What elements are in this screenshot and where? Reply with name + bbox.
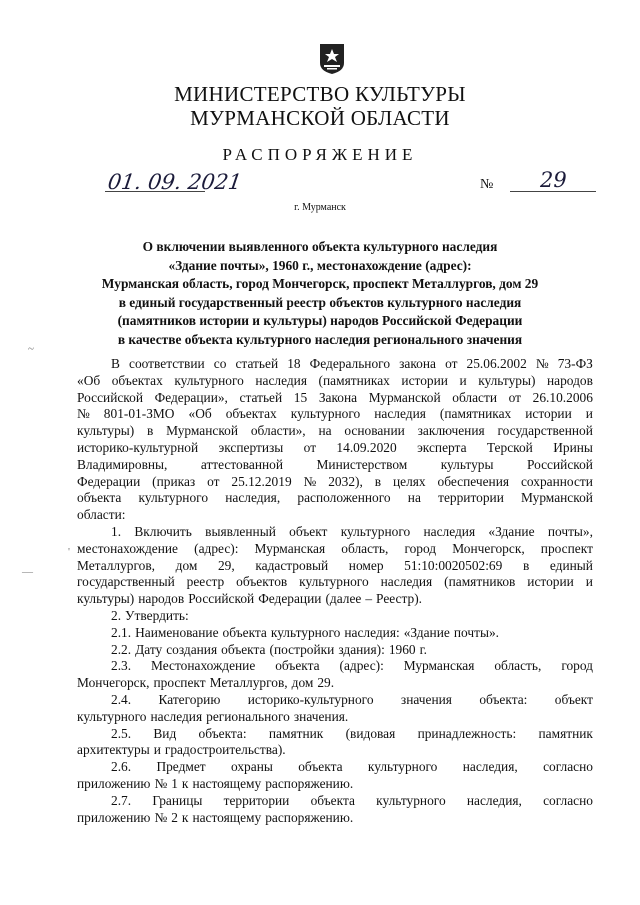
body-word: истории	[527, 574, 574, 590]
body-word: на	[318, 423, 332, 439]
body-word: №	[77, 406, 90, 422]
body-word: кадастровый	[255, 557, 329, 573]
body-word: культурного	[340, 523, 411, 539]
body-word: создания	[166, 641, 218, 657]
body-word: объекта	[221, 641, 266, 657]
body-word: выявленный	[205, 523, 276, 539]
body-word: 2.5.	[111, 725, 132, 741]
body-word: значения.	[293, 708, 349, 724]
body-line	[77, 608, 593, 625]
body-word: от	[303, 439, 317, 455]
body-word: (приказ	[152, 473, 196, 489]
body-word: наследия	[423, 523, 476, 539]
body-word: объекта	[310, 792, 355, 808]
body-word: государственной	[497, 423, 593, 439]
body-word: объекта	[222, 624, 267, 640]
body-word: историко-культурной	[77, 439, 199, 455]
body-word: Наименование	[135, 624, 219, 640]
body-word: Металлургов,	[209, 675, 288, 691]
body-line	[77, 742, 593, 759]
body-word: объектах	[111, 372, 163, 388]
body-word: Местонахождение	[151, 658, 256, 674]
body-word: объекта	[77, 490, 122, 506]
city-label: г. Мурманск	[294, 202, 346, 213]
body-word: 14.09.2020	[336, 439, 397, 455]
body-word: области:	[77, 507, 126, 523]
body-word: «Об	[77, 372, 101, 388]
body-line	[77, 591, 593, 608]
body-line	[77, 356, 593, 373]
body-word: статьей	[239, 389, 283, 405]
body-word: 2.2.	[111, 641, 132, 657]
body-word: Вид	[153, 725, 177, 741]
date-underline	[105, 191, 205, 192]
body-word: градостроительства).	[164, 742, 286, 758]
body-word: историко-культурного	[247, 691, 374, 707]
body-word: согласно	[543, 759, 593, 775]
body-word: к	[181, 809, 189, 825]
body-word: –	[365, 591, 373, 607]
body-word: Российской	[188, 591, 255, 607]
body-word: (постройки	[269, 641, 335, 657]
body-word: в	[522, 557, 530, 573]
body-word: памятник	[268, 725, 324, 741]
number-label: №	[480, 177, 494, 192]
body-word: народов	[546, 372, 593, 388]
body-word: распоряжению.	[265, 775, 354, 791]
body-word: основании	[344, 423, 405, 439]
body-word: 2.4.	[111, 691, 132, 707]
body-word: Мончегорск,	[77, 675, 150, 691]
body-line	[77, 692, 593, 709]
body-word: заключения	[417, 423, 485, 439]
body-word: 2.6.	[111, 759, 132, 775]
body-word: 2.1.	[111, 624, 132, 640]
body-word: область,	[494, 658, 542, 674]
body-word: культурного	[77, 708, 147, 724]
body-word: объекта	[298, 759, 343, 775]
body-word: регионального	[206, 708, 290, 724]
body-word: здания):	[338, 641, 385, 657]
heading-line: «Здание почты», 1960 г., местонахождение (адрес):	[168, 257, 472, 273]
body-word: на	[407, 490, 421, 506]
body-word: Категорию	[158, 691, 221, 707]
body-word: (адрес):	[194, 540, 239, 556]
body-word: Министерством	[316, 456, 408, 472]
heading-line: Мурманская область, город Мончегорск, проспект Металлургов, дом 29	[101, 276, 539, 291]
body-word: настоящему	[192, 809, 262, 825]
body-word: культурного	[299, 574, 369, 590]
body-word: и	[585, 574, 593, 590]
body-line	[77, 658, 593, 675]
ministry-name-line-1: МИНИСТЕРСТВО КУЛЬТУРЫ	[174, 82, 466, 106]
body-word: наследия	[374, 406, 426, 422]
body-word: Мончегорск,	[452, 540, 525, 556]
body-word: от	[508, 389, 522, 405]
order-heading	[0, 238, 640, 349]
body-word: Ирины	[553, 439, 593, 455]
heading-line: (памятников истории и культуры) народов Российской Федерации	[117, 313, 523, 328]
body-word: экспертизы	[218, 439, 284, 455]
body-line	[77, 625, 593, 642]
body-line	[77, 759, 593, 776]
body-word: проспект	[540, 540, 593, 556]
body-word: объекта:	[198, 725, 247, 741]
body-word: истории	[401, 372, 448, 388]
body-word: почты»,	[547, 523, 593, 539]
body-word: Российской	[526, 456, 593, 472]
body-word: закона	[399, 356, 436, 371]
body-word: эксперта	[417, 439, 467, 455]
body-word: №	[535, 356, 549, 371]
body-word: Федерального	[309, 356, 391, 371]
body-word: (памятников	[444, 574, 516, 590]
heading-line: в единый государственный реестр объектов культурного наследия	[118, 294, 522, 310]
body-word: Федерации	[258, 591, 322, 607]
body-word: (адрес):	[339, 658, 384, 674]
body-word: настоящему	[192, 775, 262, 791]
body-word: 18	[287, 356, 301, 371]
body-word: наследия	[150, 708, 203, 724]
body-word: наследия	[255, 372, 307, 388]
body-word: «Об	[188, 406, 212, 422]
body-word: №	[303, 473, 317, 489]
body-word: соответствии	[129, 356, 205, 371]
body-line	[77, 541, 593, 558]
body-word: Реестр).	[376, 591, 422, 607]
body-line	[77, 406, 593, 423]
heading-line: в качестве объекта культурного наследия регионального значения	[117, 331, 523, 347]
body-word: наследия,	[462, 759, 518, 775]
body-line	[77, 490, 593, 507]
body-word: культуры)	[77, 591, 135, 607]
body-word: объектов	[236, 574, 288, 590]
body-word: архитектуры	[77, 742, 150, 758]
body-word: объект	[554, 691, 593, 707]
body-word: дом	[291, 675, 314, 691]
body-word: Мурманская	[403, 658, 475, 674]
body-word: памятник	[538, 725, 593, 741]
body-word: 1.	[111, 523, 122, 539]
body-word: Мурманской	[521, 490, 593, 506]
body-word: дом	[175, 557, 198, 573]
body-word: В	[111, 356, 120, 371]
body-word: наследия,	[225, 490, 281, 506]
body-word: (далее	[325, 591, 362, 607]
body-word: культурного	[376, 792, 446, 808]
body-word: Включить	[134, 523, 192, 539]
body-word: (памятниках	[318, 372, 390, 388]
body-word: области	[452, 389, 498, 405]
number-underline	[510, 191, 596, 192]
body-word: 51:10:0020502:69	[404, 557, 503, 573]
body-line	[77, 776, 593, 793]
body-word: Предмет	[156, 759, 206, 775]
body-word: области»,	[250, 423, 306, 439]
body-word: культурного	[367, 759, 438, 775]
body-word: Мурманской	[368, 389, 441, 405]
body-line	[77, 709, 593, 726]
body-word: распоряжению.	[265, 809, 354, 825]
body-line	[77, 558, 593, 575]
body-word: 29.	[317, 675, 335, 691]
body-word: Закона	[318, 389, 358, 405]
body-word: 26.10.2006	[532, 389, 593, 405]
body-word: приложению	[77, 775, 151, 791]
body-word: Федерации»,	[154, 389, 228, 405]
body-word: объект	[289, 523, 328, 539]
body-word: культурного	[138, 490, 209, 506]
body-line	[77, 457, 593, 474]
body-word: к	[181, 775, 189, 791]
margin-mark: ~	[28, 343, 34, 355]
body-word: приложению	[77, 809, 151, 825]
body-word: 2.7.	[111, 792, 132, 808]
body-word: Терской	[486, 439, 533, 455]
body-word: Мурманская	[254, 540, 326, 556]
body-word: 801-01-ЗМО	[103, 406, 175, 422]
body-word: единый	[549, 557, 593, 573]
document-type-title: РАСПОРЯЖЕНИЕ	[222, 145, 418, 164]
body-word: 25.12.2019	[231, 473, 292, 489]
body-word: расположенного	[297, 490, 391, 506]
body-word: в	[147, 423, 154, 439]
body-word: Дату	[135, 641, 163, 657]
body-word: наследия	[380, 574, 433, 590]
body-line	[77, 423, 593, 440]
body-word: культуры	[440, 456, 494, 472]
body-word: культурного	[174, 372, 244, 388]
body-word: и	[459, 372, 467, 388]
body-word: Федерации	[77, 473, 141, 489]
body-word: Российской	[77, 389, 143, 405]
body-line	[77, 440, 593, 457]
body-word: Владимировны,	[77, 456, 168, 472]
body-word: истории	[525, 406, 572, 422]
ministry-name-line-2: МУРМАНСКОЙ ОБЛАСТИ	[190, 106, 450, 130]
body-word: охраны	[231, 759, 273, 775]
body-line	[77, 507, 593, 524]
body-word: в	[374, 473, 382, 489]
body-word: город	[561, 658, 593, 674]
body-word: Границы	[152, 792, 203, 808]
body-word: государственный	[77, 574, 175, 590]
body-word: (видовая	[345, 725, 396, 741]
body-word: аттестованной	[200, 456, 284, 472]
body-word: 2.3.	[111, 658, 132, 674]
body-word: №	[154, 809, 168, 825]
body-word: культурного	[270, 624, 341, 640]
heading-line: О включении выявленного объекта культурного наследия	[142, 239, 498, 254]
body-word: целях	[392, 473, 426, 489]
body-line	[77, 810, 593, 827]
body-word: реестр	[186, 574, 225, 590]
body-word: «Здание	[488, 523, 535, 539]
body-line	[77, 390, 593, 407]
body-word: обеспечения	[437, 473, 510, 489]
body-word: культуры)	[77, 423, 135, 439]
body-word: от	[207, 473, 220, 489]
body-word: культуры)	[478, 372, 536, 388]
body-word: г.	[419, 641, 427, 657]
body-word: культурного	[290, 406, 361, 422]
body-word: местонахождение	[77, 540, 179, 556]
body-word: и	[153, 742, 161, 758]
body-word: номер	[348, 557, 384, 573]
body-word: 25.06.2002	[466, 356, 527, 371]
body-word: область,	[341, 540, 389, 556]
coat-of-arms-icon	[319, 43, 345, 75]
body-word: объекта	[275, 658, 320, 674]
body-word: 29,	[217, 557, 235, 573]
body-word: согласно	[543, 792, 593, 808]
margin-mark: '	[68, 546, 70, 558]
body-word: значения	[400, 691, 452, 707]
body-word: объектах	[225, 406, 277, 422]
body-word: 2032),	[328, 473, 363, 489]
body-word: 2.	[111, 607, 122, 623]
body-word: объекта:	[479, 691, 528, 707]
body-word: статьей	[235, 356, 279, 371]
body-word: со	[213, 356, 227, 371]
body-line	[77, 726, 593, 743]
body-word: №	[154, 775, 168, 791]
body-word: 73-ФЗ	[557, 356, 593, 371]
body-line	[77, 524, 593, 541]
body-word: Утвердить:	[125, 607, 189, 623]
body-word: территории	[438, 490, 504, 506]
body-word: проспект	[153, 675, 206, 691]
body-word: Мурманской	[166, 423, 239, 439]
order-body	[77, 356, 593, 826]
body-line	[77, 793, 593, 810]
body-line	[77, 574, 593, 591]
margin-mark: —	[22, 566, 33, 578]
body-word: 1960	[388, 641, 416, 657]
body-word: от	[445, 356, 458, 371]
body-word: сохранности	[520, 473, 593, 489]
body-word: и	[585, 406, 593, 422]
handwritten-number: 29	[540, 168, 567, 192]
body-word: Металлургов,	[77, 557, 156, 573]
body-word: город	[404, 540, 437, 556]
handwritten-date: 01. 09. 2021	[106, 170, 244, 194]
body-line	[77, 642, 593, 659]
body-word: принадлежность:	[417, 725, 517, 741]
body-word: 15	[293, 389, 308, 405]
body-word: территории	[223, 792, 290, 808]
body-word: (памятниках	[439, 406, 512, 422]
body-word: 1	[171, 775, 178, 791]
body-line	[77, 474, 593, 491]
body-word: наследия,	[466, 792, 522, 808]
body-word: 2	[171, 809, 178, 825]
body-word: наследия:	[344, 624, 400, 640]
body-word: почты».	[453, 624, 499, 640]
body-word: народов	[138, 591, 185, 607]
body-word: «Здание	[403, 624, 450, 640]
body-line	[77, 373, 593, 390]
body-line	[77, 675, 593, 692]
